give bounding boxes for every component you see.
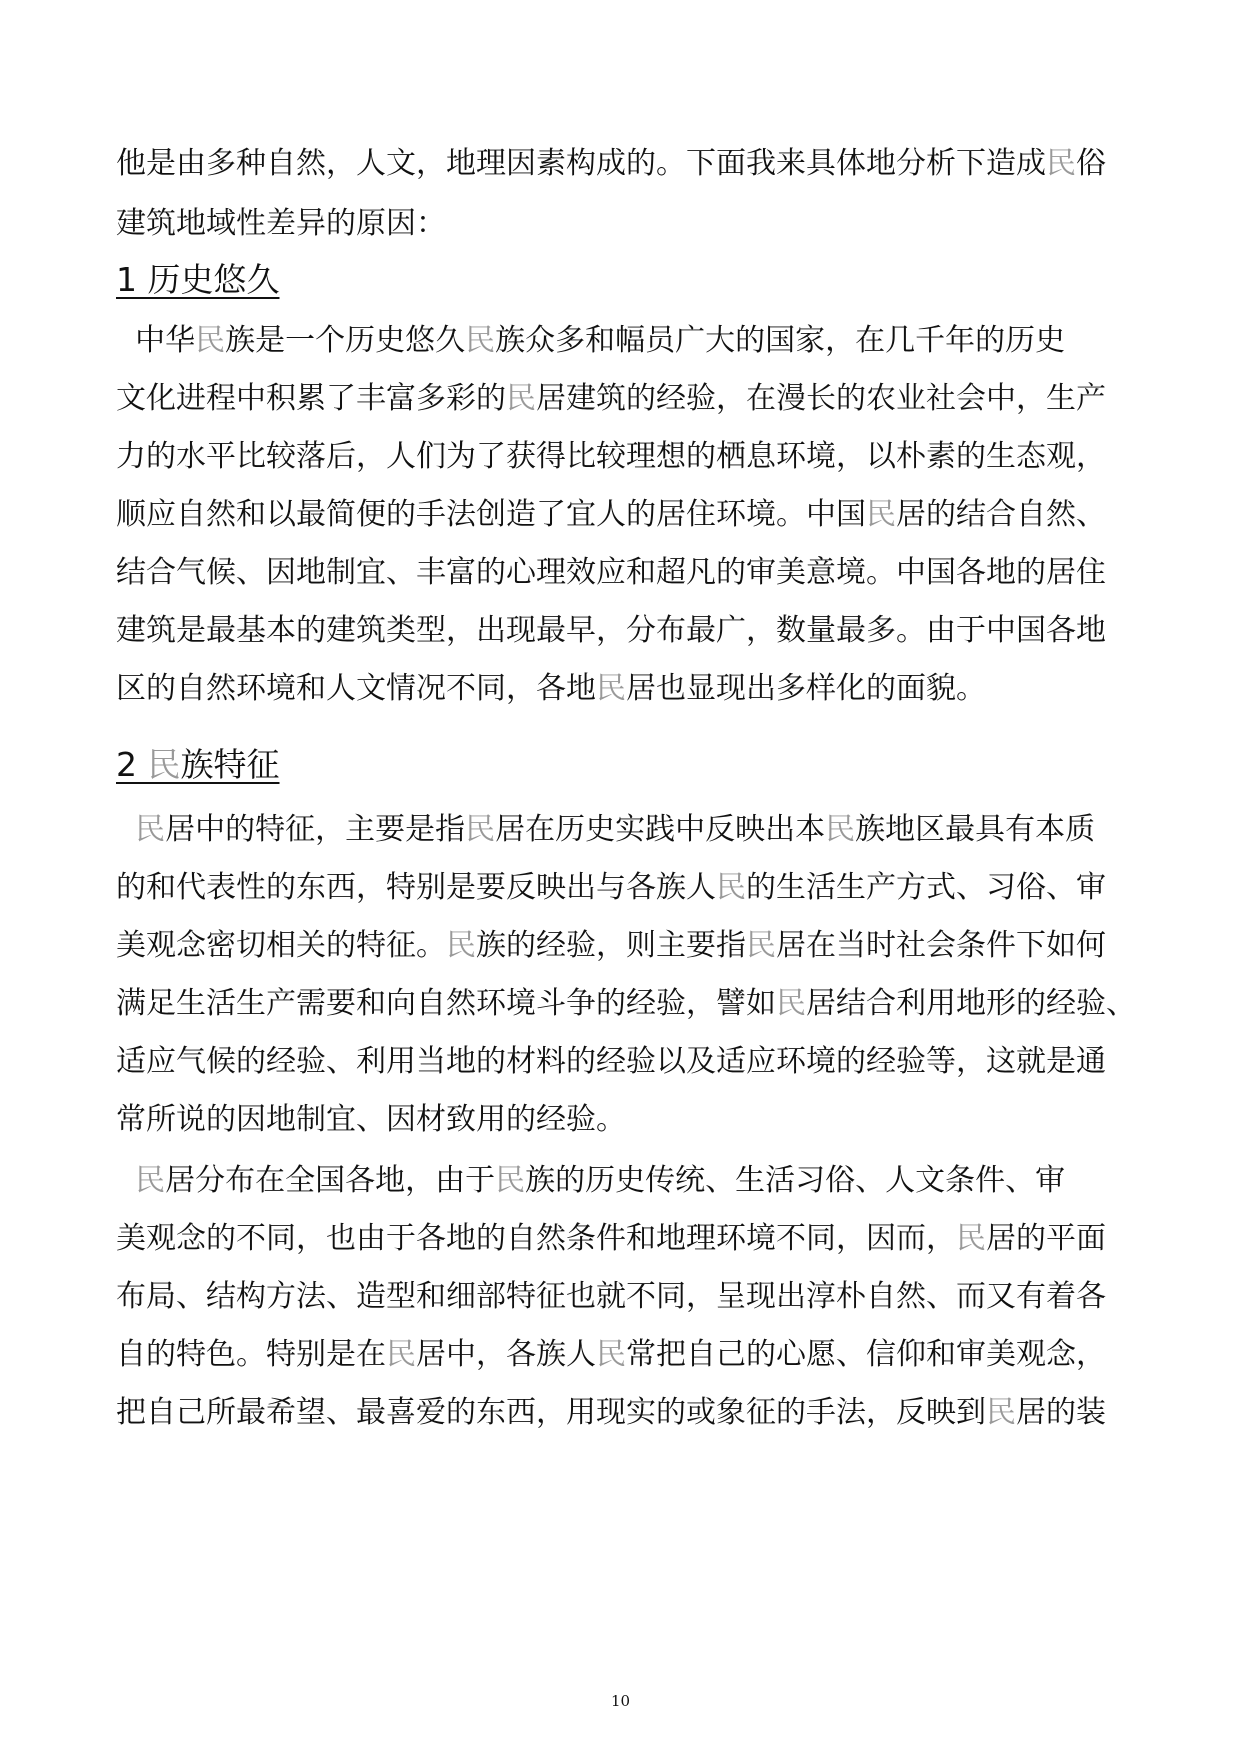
highlighted-char: 民 bbox=[716, 870, 746, 905]
page-number: 10 bbox=[610, 1692, 631, 1710]
body-text-line: 常所说的因地制宜、因材致用的经验。 bbox=[116, 1102, 626, 1137]
body-text-line: 中华民族是一个历史悠久民族众多和幅员广大的国家，在几千年的历史 bbox=[116, 323, 1066, 358]
body-text-line: 把自己所最希望、最喜爱的东西，用现实的或象征的手法，反映到民居的装 bbox=[116, 1395, 1106, 1430]
body-text-line: 文化进程中积累了丰富多彩的民居建筑的经验，在漫长的农业社会中，生产 bbox=[116, 381, 1106, 416]
body-text-line: 的和代表性的东西，特别是要反映出与各族人民的生活生产方式、习俗、审 bbox=[116, 870, 1106, 905]
highlighted-char: 民 bbox=[956, 1221, 986, 1256]
highlighted-char: 民 bbox=[465, 812, 496, 847]
body-text-line: 他是由多种自然，人文，地理因素构成的。下面我来具体地分析下造成民俗 bbox=[116, 146, 1106, 181]
highlighted-char: 民 bbox=[596, 1337, 626, 1372]
body-text-line: 美观念密切相关的特征。民族的经验，则主要指民居在当时社会条件下如何 bbox=[116, 928, 1106, 963]
highlighted-char: 民 bbox=[135, 812, 166, 847]
body-text-line: 满足生活生产需要和向自然环境斗争的经验，譬如民居结合利用地形的经验、 bbox=[116, 986, 1136, 1021]
highlighted-char: 民 bbox=[1046, 146, 1076, 181]
highlighted-char: 民 bbox=[866, 497, 896, 532]
body-text-line: 适应气候的经验、利用当地的材料的经验以及适应环境的经验等，这就是通 bbox=[116, 1044, 1106, 1079]
highlighted-char: 民 bbox=[195, 323, 226, 358]
highlighted-char: 民 bbox=[776, 986, 806, 1021]
highlighted-char: 民 bbox=[596, 671, 626, 706]
body-text-line: 民居中的特征，主要是指民居在历史实践中反映出本民族地区最具有本质 bbox=[135, 812, 1096, 847]
body-text-line: 建筑地域性差异的原因： bbox=[116, 206, 446, 241]
highlighted-char: 民 bbox=[986, 1395, 1016, 1430]
highlighted-char: 民 bbox=[825, 812, 856, 847]
section-heading-1: 1 历史悠久 bbox=[116, 260, 280, 299]
body-text-line: 区的自然环境和人文情况不同，各地民居也显现出多样化的面貌。 bbox=[116, 671, 986, 706]
highlighted-char: 民 bbox=[465, 323, 496, 358]
body-text-line: 结合气候、因地制宜、丰富的心理效应和超凡的审美意境。中国各地的居住 bbox=[116, 555, 1106, 590]
body-text-line: 顺应自然和以最简便的手法创造了宜人的居住环境。中国民居的结合自然、 bbox=[116, 497, 1106, 532]
body-text-line: 布局、结构方法、造型和细部特征也就不同，呈现出淳朴自然、而又有着各 bbox=[116, 1279, 1106, 1314]
body-text-line: 自的特色。特别是在民居中，各族人民常把自己的心愿、信仰和审美观念， bbox=[116, 1337, 1106, 1372]
highlighted-char: 民 bbox=[386, 1337, 416, 1372]
highlighted-char: 民 bbox=[446, 928, 476, 963]
body-text-line: 民居分布在全国各地，由于民族的历史传统、生活习俗、人文条件、审 bbox=[135, 1163, 1066, 1198]
highlighted-char: 民 bbox=[135, 1163, 166, 1198]
highlighted-char: 民 bbox=[506, 381, 536, 416]
body-text-line: 美观念的不同，也由于各地的自然条件和地理环境不同，因而，民居的平面 bbox=[116, 1221, 1106, 1256]
highlighted-char: 民 bbox=[147, 745, 181, 784]
section-heading-2: 2 民族特征 bbox=[116, 745, 280, 784]
body-text-line: 力的水平比较落后，人们为了获得比较理想的栖息环境，以朴素的生态观， bbox=[116, 439, 1106, 474]
highlighted-char: 民 bbox=[746, 928, 776, 963]
highlighted-char: 民 bbox=[495, 1163, 526, 1198]
body-text-line: 建筑是最基本的建筑类型，出现最早，分布最广，数量最多。由于中国各地 bbox=[116, 613, 1106, 648]
